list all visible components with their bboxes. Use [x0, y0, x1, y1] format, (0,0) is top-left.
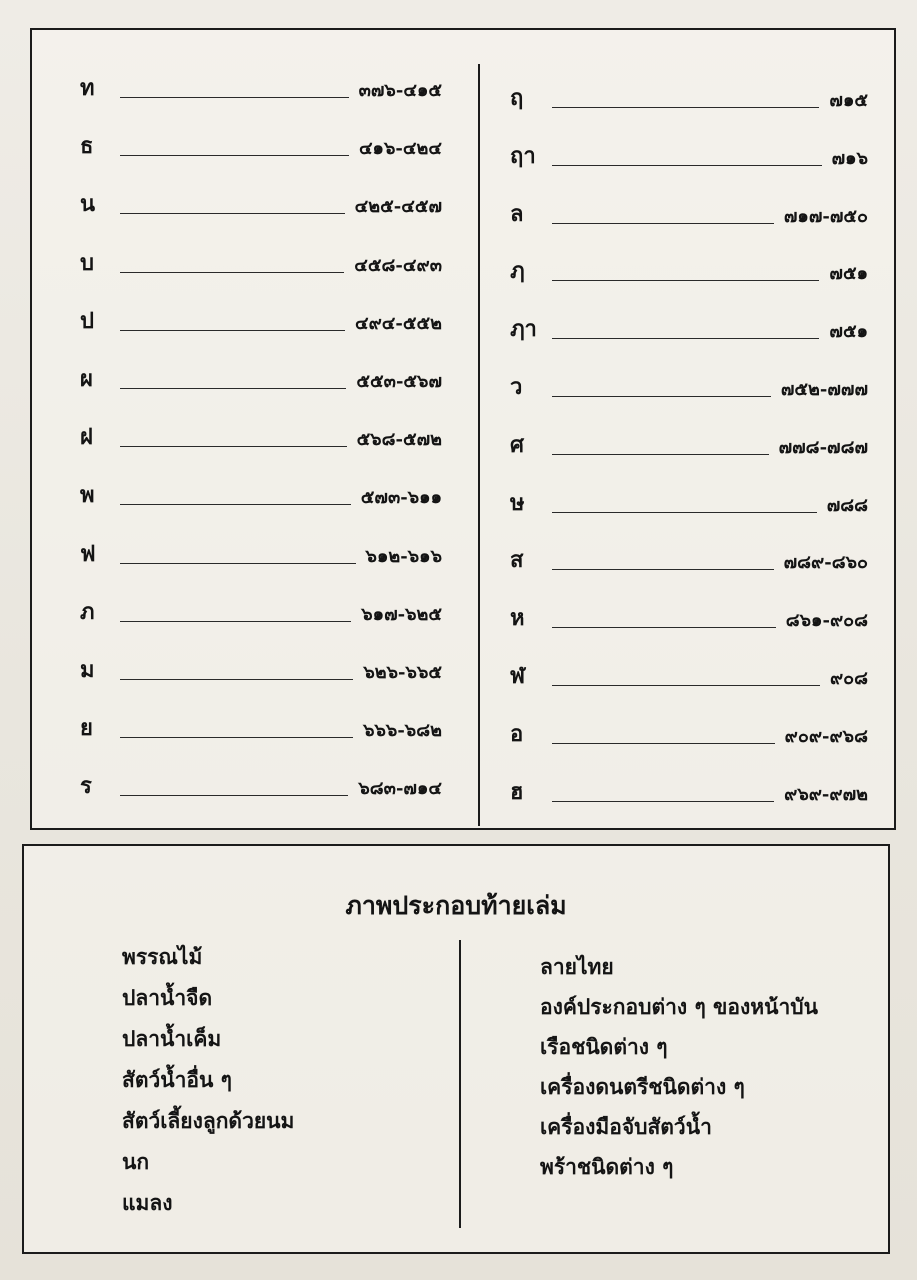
index-pages: ๖๑๗-๖๒๕	[361, 603, 442, 625]
index-entry	[80, 598, 442, 628]
leader-line	[552, 396, 771, 397]
index-pages: ๓๗๖-๔๑๕	[358, 80, 442, 101]
leader-line	[552, 280, 819, 281]
column-divider	[478, 64, 480, 826]
index-entry	[510, 489, 868, 519]
index-letter: ธ	[80, 133, 94, 160]
index-entry	[80, 132, 442, 162]
leader-line	[120, 388, 346, 389]
leader-line	[552, 801, 774, 802]
index-letter: ฦ	[510, 258, 525, 285]
index-entry	[510, 200, 868, 230]
leader-line	[120, 446, 347, 447]
index-pages: ๔๙๔-๕๕๒	[354, 312, 442, 334]
index-pages: ๗๑๗-๗๕๐	[783, 205, 868, 227]
index-pages: ๕๗๓-๖๑๑	[360, 487, 442, 509]
illustration-item: สัตว์เลี้ยงลูกด้วยนม	[122, 1108, 295, 1133]
leader-line	[120, 213, 345, 214]
illustration-item: องค์ประกอบต่าง ๆ ของหน้าบัน	[540, 994, 818, 1019]
index-entry	[510, 142, 868, 172]
illustrations-box	[22, 844, 890, 1254]
index-pages: ๗๘๙-๘๖๐	[783, 552, 868, 574]
index-pages: ๕๖๘-๕๗๒	[356, 429, 442, 451]
index-letter: ฝ	[80, 424, 93, 451]
index-entry	[510, 546, 868, 576]
index-letter: น	[80, 191, 96, 218]
illustration-item: เครื่องดนตรีชนิดต่าง ๆ	[540, 1074, 745, 1099]
leader-line	[552, 454, 769, 455]
index-entry	[510, 778, 868, 808]
leader-line	[552, 107, 819, 108]
index-letter: บ	[80, 249, 94, 276]
illustration-item: สัตว์น้ำอื่น ๆ	[122, 1067, 232, 1092]
index-entry	[80, 423, 442, 453]
index-entry	[80, 365, 442, 395]
leader-line	[552, 165, 822, 166]
leader-line	[120, 155, 349, 156]
leader-line	[120, 504, 351, 505]
index-entry	[510, 720, 868, 750]
index-entry	[80, 772, 442, 802]
index-letter: อ	[510, 720, 524, 747]
illustration-item: พรรณไม้	[122, 944, 203, 969]
illustration-item: ลายไทย	[540, 954, 614, 979]
illustration-item: เครื่องมือจับสัตว์น้ำ	[540, 1114, 712, 1139]
index-letter: ร	[80, 773, 92, 800]
index-letter: ป	[80, 307, 94, 334]
index-letter: ผ	[80, 366, 93, 392]
index-entry	[510, 604, 868, 634]
index-pages: ๙๖๙-๙๗๒	[784, 783, 868, 805]
index-entry	[510, 662, 868, 692]
leader-line	[552, 569, 774, 570]
index-pages: ๕๕๓-๕๖๗	[356, 371, 442, 392]
index-entry	[80, 249, 442, 279]
index-pages: ๗๕๒-๗๗๗	[780, 379, 868, 400]
illustration-item: แมลง	[122, 1190, 173, 1215]
index-entry	[510, 257, 868, 287]
index-pages: ๔๑๖-๔๒๔	[358, 138, 442, 160]
index-letter: ฟ	[80, 540, 96, 567]
index-entry	[510, 84, 868, 114]
leader-line	[552, 627, 776, 628]
index-letter: ห	[510, 605, 525, 632]
index-letter: พ	[80, 482, 95, 509]
index-letter: ย	[80, 715, 93, 742]
leader-line	[552, 223, 774, 224]
index-pages: ๖๖๖-๖๘๒	[363, 720, 442, 742]
leader-line	[120, 97, 349, 98]
index-letter: ฮ	[510, 778, 524, 805]
leader-line	[120, 795, 348, 796]
index-pages: ๗๕๑	[829, 263, 868, 285]
index-letter: ศ	[510, 431, 524, 458]
index-box	[30, 28, 896, 830]
illustration-item: เรือชนิดต่าง ๆ	[540, 1034, 668, 1059]
index-pages: ๙๐๙-๙๖๘	[784, 725, 868, 747]
index-pages: ๗๗๘-๗๘๗	[778, 436, 868, 458]
index-pages: ๗๑๖	[831, 147, 868, 169]
index-letter: ท	[80, 75, 95, 101]
leader-line	[552, 512, 817, 513]
index-letter: ภ	[80, 598, 95, 625]
index-entry	[80, 74, 442, 104]
index-letter: ฦา	[510, 316, 537, 343]
index-pages: ๙๐๘	[829, 668, 868, 689]
leader-line	[552, 743, 775, 744]
illustration-item: ปลาน้ำเค็ม	[122, 1026, 222, 1051]
leader-line	[552, 338, 819, 339]
leader-line	[120, 330, 345, 331]
illustration-item: พร้าชนิดต่าง ๆ	[540, 1154, 674, 1179]
index-letter: ฬ	[510, 663, 526, 689]
leader-line	[120, 679, 353, 680]
index-pages: ๘๖๑-๙๐๘	[785, 610, 868, 632]
leader-line	[120, 563, 356, 564]
index-pages: ๔๒๕-๔๕๗	[354, 196, 442, 218]
index-entry	[80, 190, 442, 220]
index-pages: ๔๕๘-๔๙๓	[354, 254, 442, 276]
index-letter: ฤา	[510, 142, 536, 169]
leader-line	[120, 621, 351, 622]
index-entry	[510, 431, 868, 461]
index-letter: ว	[510, 374, 523, 400]
illustrations-title: ภาพประกอบท้ายเล่ม	[345, 891, 567, 920]
index-pages: ๗๕๑	[829, 321, 868, 343]
index-pages: ๖๑๒-๖๑๖	[365, 545, 442, 567]
leader-line	[120, 737, 353, 738]
index-entry	[510, 373, 868, 403]
leader-line	[552, 685, 820, 686]
illustrations-divider	[459, 940, 461, 1228]
index-letter: ส	[510, 547, 524, 574]
index-pages: ๗๑๕	[829, 90, 868, 111]
index-letter: ล	[510, 200, 524, 227]
illustration-item: ปลาน้ำจืด	[122, 985, 213, 1010]
index-letter: ม	[80, 657, 95, 683]
index-entry	[510, 315, 868, 345]
illustration-item: นก	[122, 1149, 150, 1174]
index-letter: ฤ	[510, 85, 524, 111]
index-entry	[80, 714, 442, 744]
index-pages: ๗๘๘	[826, 494, 868, 516]
index-entry	[80, 656, 442, 686]
index-entry	[80, 481, 442, 511]
index-pages: ๖๘๓-๗๑๔	[358, 778, 442, 800]
index-entry	[80, 540, 442, 570]
index-pages: ๖๒๖-๖๖๕	[363, 662, 442, 683]
leader-line	[120, 272, 344, 273]
index-letter: ษ	[510, 489, 525, 516]
index-entry	[80, 307, 442, 337]
